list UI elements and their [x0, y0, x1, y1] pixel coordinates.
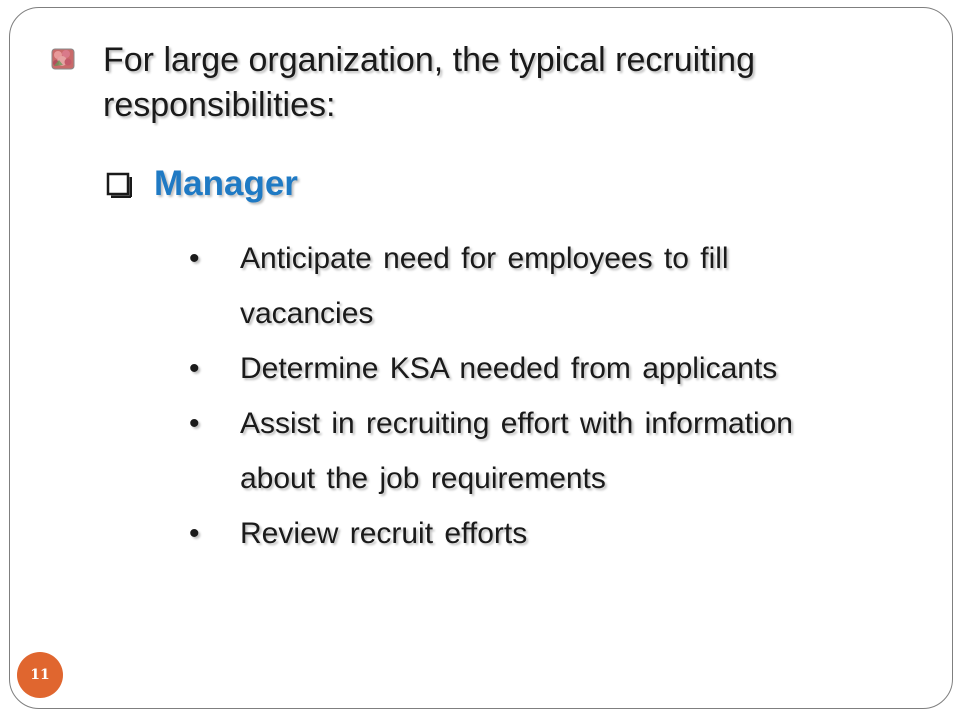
slide-title: For large organization, the typical recruiting responsibilities: — [103, 41, 755, 124]
section-heading-label: Manager — [154, 164, 298, 203]
page-number-badge: 11 — [17, 652, 63, 698]
list-item-text: Determine KSA needed from applicants — [240, 352, 778, 385]
list-item — [185, 341, 845, 396]
responsibility-list — [185, 231, 845, 561]
bullet-dot: • — [189, 517, 200, 550]
list-item-text: Anticipate need for employees to fill vacancies — [240, 242, 729, 330]
list-item — [185, 396, 845, 506]
list-item — [185, 231, 845, 341]
list-item — [185, 506, 845, 561]
bullet-dot: • — [189, 242, 200, 275]
list-item-text: Review recruit efforts — [240, 517, 528, 550]
checkbox-icon — [104, 170, 132, 198]
bullet-dot: • — [189, 407, 200, 440]
bullet-dot: • — [189, 352, 200, 385]
flower-bullet-icon — [50, 46, 76, 72]
section-heading — [104, 164, 298, 204]
list-item-text: Assist in recruiting effort with information about the job requirements — [240, 407, 793, 495]
